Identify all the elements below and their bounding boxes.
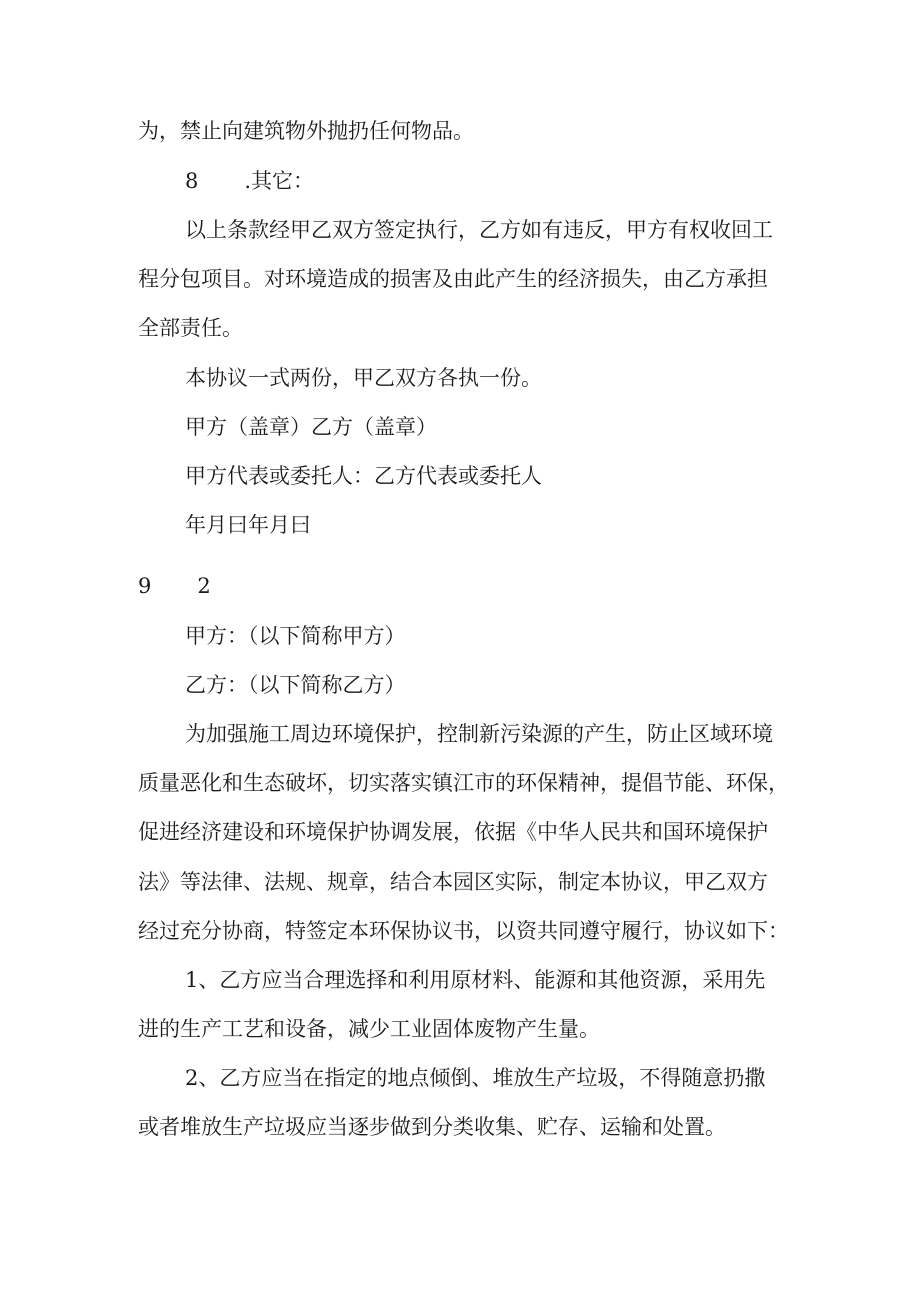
paragraph-line: 质量恶化和生态破坏，切实落实镇江市的环保精神，提倡节能、环保， [138,771,789,795]
list-item-1-line: 1、乙方应当合理选择和利用原材料、能源和其他资源，采用先 [185,968,766,992]
paragraph-line: 为，禁止向建筑物外抛扔任何物品。 [138,119,474,143]
signature-line-date: 年月曰年月曰 [185,513,311,537]
section-number: 9 [138,574,152,598]
paragraph-line: 本协议一式两份，甲乙双方各执一份。 [185,366,542,390]
list-item-1-line: 进的生产工艺和设备，减少工业固体废物产生量。 [138,1017,600,1041]
section-9-2-heading [138,572,211,600]
section-subnumber: 2 [197,574,211,598]
paragraph-line: 促进经济建设和环境保护协调发展，依据《中华人民共和国环境保护 [138,820,768,844]
paragraph-line: 程分包项目。对环境造成的损害及由此产生的经济损失，由乙方承担 [138,267,768,291]
list-item-2-line: 2、乙方应当在指定的地点倾倒、堆放生产垃圾，不得随意扔撒 [185,1066,766,1090]
section-number: 8 [185,169,199,193]
paragraph-line: 以上条款经甲乙双方签定执行，乙方如有违反，甲方有权收回工 [185,218,773,242]
party-a-line: 甲方：（以下简称甲方） [185,624,406,648]
signature-line-seal: 甲方（盖章）乙方（盖章） [185,415,437,439]
paragraph-line: 为加强施工周边环境保护，控制新污染源的产生，防止区域环境 [185,722,773,746]
paragraph-line: 全部责任。 [138,316,243,340]
party-b-line: 乙方：（以下简称乙方） [185,673,406,697]
paragraph-line: 法》等法律、法规、规章，结合本园区实际，制定本协议，甲乙双方 [138,870,768,894]
section-8-heading [185,167,314,195]
paragraph-line: 经过充分协商，特签定本环保协议书，以资共同遵守履行，协议如下： [138,919,789,943]
list-item-2-line: 或者堆放生产垃圾应当逐步做到分类收集、贮存、运输和处置。 [138,1115,726,1139]
signature-line-representative: 甲方代表或委托人：乙方代表或委托人 [185,464,542,488]
section-title: .其它： [244,169,315,193]
